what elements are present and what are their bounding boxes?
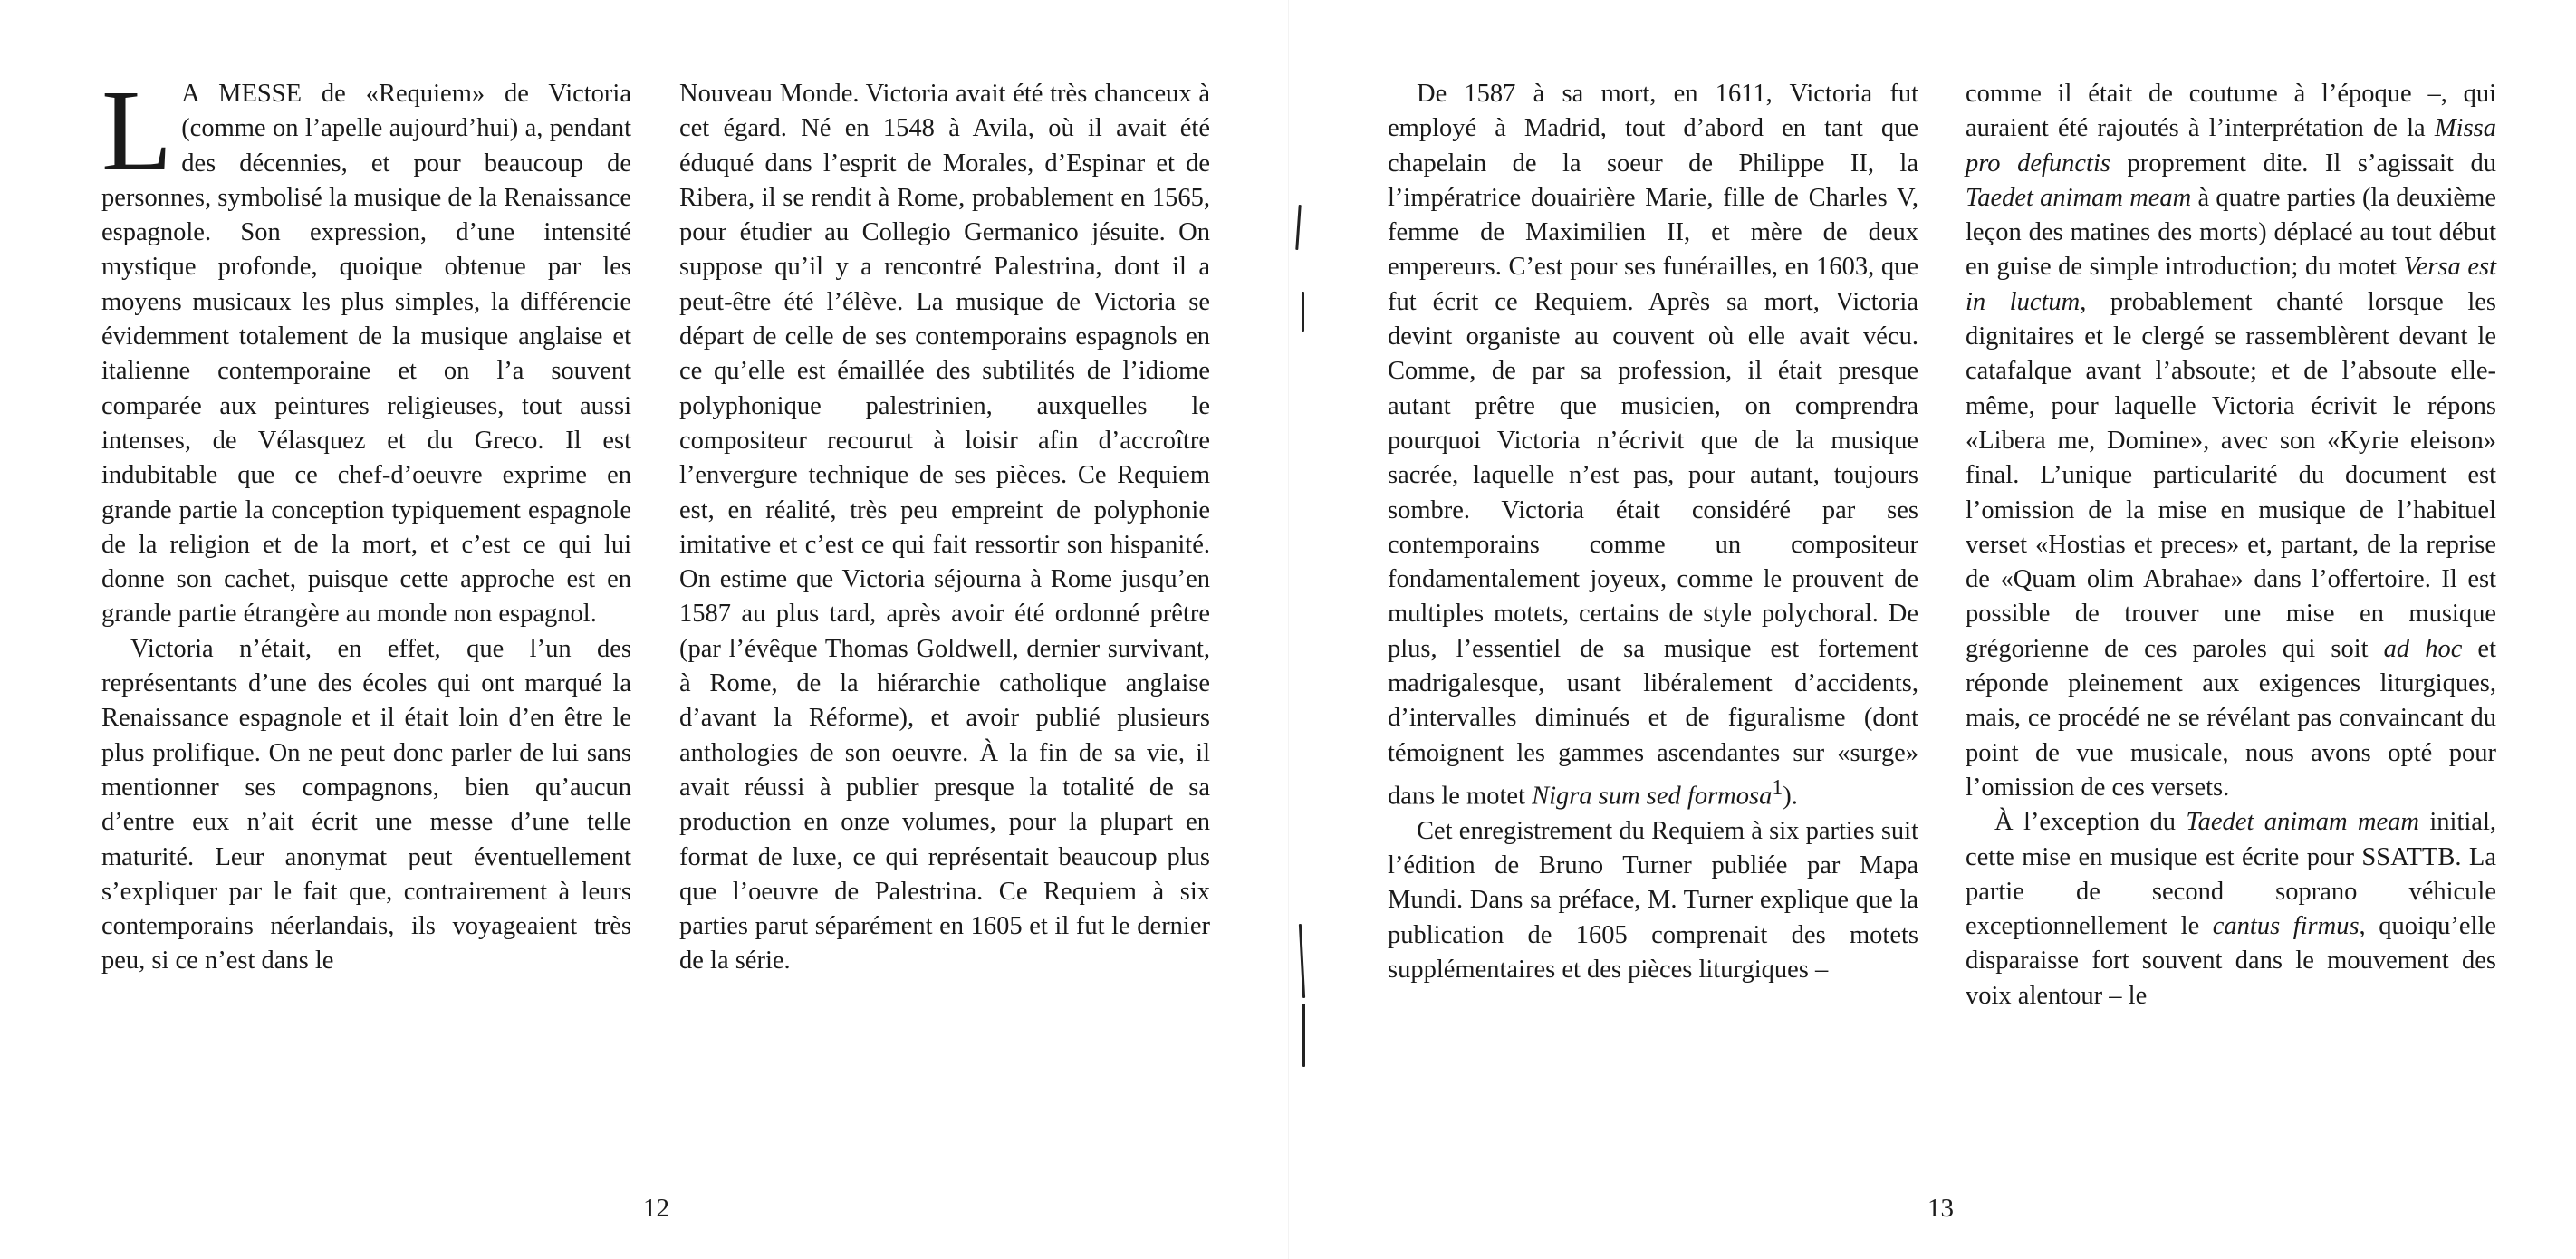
paragraph-nouveau-monde: Nouveau Monde. Victoria avait été très chanceux à cet égard. Né en 1548 à Avila, où il avait été éduqué dans l’esprit de Morales, d’Espinar et de Ribera, il se rendit à Rome, probablement en 1565, pour étudier au Collegio Germanico jésuite. On suppose qu’il y a rencontré Palestrina, dont il a peut-être été l’élève. La musique de Victoria se départ de celle de ses contemporains espagnols en ce qu’elle est émaillée des subtilités de l’idiome polyphonique palestrinien, auxquelles le compositeur recourut à loisir afin d’accroître l’envergure technique de ses pièces. Ce Requiem est, en réalité, très peu empreint de polyphonie imitative et c’est ce qui fait ressortir son hispanité. On estime que Victoria séjourna à Rome jusqu’en 1587 au plus tard, après avoir été ordonné prêtre (par l’évêque Thomas Goldwell, dernier survivant, à Rome, de la hiérarchie catholique anglaise d’avant la Réforme), et avoir publié plusieurs anthologies de son oeuvre. À la fin de sa vie, il avait réussi à publier presque la totalité de sa production en onze volumes, pour la plupart en format de luxe, ce qui représentait beaucoup plus que l’oeuvre de Palestrina. Ce Requiem à six parties parut séparément en 1605 et il fut le dernier de la série. (679, 80, 1210, 975)
italic-title: Taedet animam meam (1966, 183, 2192, 212)
paragraph-enregistrement: Cet enregistrement du Requiem à six parties suit l’édition de Bruno Turner publiée par Mapa Mundi. Dans sa préface, M. Turner explique que la publication de 1605 comprenait des motets supplémentaires et des pièces liturgiques – (1388, 816, 1918, 984)
column-4 (1966, 77, 2496, 1014)
binding-mark (1299, 924, 1305, 998)
text-run: et réponde pleinement aux exigences liturgiques, mais, ce procédé ne se révélant pas convaincant du point de vue musicale, nous avons opté pour l’omission de ces versets. (1966, 634, 2496, 802)
drop-cap: L (101, 66, 173, 195)
italic-title: Versa est in luctum (1966, 253, 2496, 316)
paragraph-exception (1966, 805, 2496, 1014)
footnote-ref: 1 (1772, 775, 1783, 800)
italic-term: cantus firmus (2212, 912, 2360, 941)
italic-title: Missa pro defunctis (1966, 114, 2496, 178)
text-run: proprement dite. Il s’agissait du (2110, 149, 2496, 178)
paragraph-madrid (1388, 77, 1918, 814)
column-1 (101, 66, 631, 979)
italic-title: Nigra sum sed formosa (1532, 782, 1773, 811)
text-run: comme il était de coutume à l’époque –, qui auraient été rajoutés à l’interprétation de la (1966, 80, 2496, 143)
paragraph-intro (101, 66, 631, 632)
binding-mark (1302, 292, 1304, 332)
text-run: , probablement chanté lorsque les dignitaires et le clergé se rassemblèrent devant le catafalque avant l’absoute; et de l’absoute elle-même, pour laquelle Victoria écrivit le répons «Libera me, Domine», avec son «Kyrie eleison» final. L’unique particularité du document est l’omission de la mise en musique de l’habituel verset «Hostias et preces» et, partant, de la reprise de «Quam olim Abrahae» dans l’offertoire. Il est possible de trouver une mise en musique grégorienne de ces paroles qui soit (1966, 287, 2496, 663)
text-run: à quatre parties (la deuxième leçon des matines des morts) déplacé au tout début en guise de simple introduction; du motet (1966, 183, 2496, 282)
text-run: À l’exception du (1994, 808, 2187, 837)
column-3 (1388, 77, 1918, 987)
paragraph-intro-text: A MESSE de «Requiem» de Victoria (comme on l’apelle aujourd’hui) a, pendant des décennies, et pour beaucoup de personnes, symbolisé la musique de la Renaissance espagnole. Son expression, d’une intensité mystique profonde, quoique obtenue par les moyens musicaux les plus simples, la différencie évidemment totalement de la musique anglaise et italienne contemporaine et on l’a souvent comparée aux peintures religieuses, tout aussi intenses, de Vélasquez et du Greco. Il est indubitable que ce chef-d’oeuvre exprime en grande partie la conception typiquement espagnole de la religion et de la mort, et c’est ce qui lui donne son cachet, puisque cette approche est en grande partie étrangère au monde non espagnol. (101, 80, 631, 629)
column-2 (679, 77, 1210, 979)
page-number-left: 12 (643, 1194, 669, 1223)
paragraph-madrid-end: ). (1783, 782, 1798, 811)
paragraph-victoria: Victoria n’était, en effet, que l’un des représentants d’une des écoles qui ont marqué la Renaissance espagnole et il était loin d’en être le plus prolifique. On ne peut donc parler de lui sans mentionner ses compagnons, bien qu’aucun d’entre eux n’ait écrit une messe d’une telle maturité. Leur anonymat peut éventuellement s’expliquer par le fait que, contrairement à leurs contemporains néerlandais, ils voyageaient très peu, si ce n’est dans le (101, 634, 631, 975)
paragraph-coutume (1966, 77, 2496, 805)
binding-mark (1295, 205, 1301, 250)
text-run: initial, cette mise en musique est écrite pour SSATTB. La partie de second soprano véhicule exceptionnellement le (1966, 808, 2496, 941)
center-fold (1288, 0, 1289, 1259)
paragraph-madrid-text: De 1587 à sa mort, en 1611, Victoria fut employé à Madrid, tout d’abord en tant que chapelain de la soeur de Philippe II, la l’impératrice douairière Marie, fille de Charles V, femme de Maximilien II, et mère de deux empereurs. C’est pour ses funérailles, en 1603, que fut écrit ce Requiem. Après sa mort, Victoria devint organiste au couvent où elle avait vécu. Comme, de par sa profession, il était presque autant prêtre que musicien, on comprendra pourquoi Victoria n’écrivit que de la musique sacrée, laquelle n’est pas, pour autant, toujours sombre. Victoria était considéré par ses contemporains comme un compositeur fondamentalement joyeux, comme le prouvent de multiples motets, certains de style polychoral. De plus, l’essentiel de sa musique est fortement madrigalesque, usant libéralement d’accidents, d’intervalles diminués et de figuralisme (dont témoignent les gammes ascendantes sur «surge» dans le motet (1388, 80, 1918, 811)
italic-term: ad hoc (2383, 634, 2463, 663)
page-number-right: 13 (1927, 1194, 1954, 1223)
italic-title: Taedet animam meam (2186, 808, 2419, 837)
text-run: , quoiqu’elle disparaisse fort souvent dans le mouvement des voix alentour – le (1966, 912, 2496, 1010)
binding-mark (1302, 1004, 1305, 1067)
